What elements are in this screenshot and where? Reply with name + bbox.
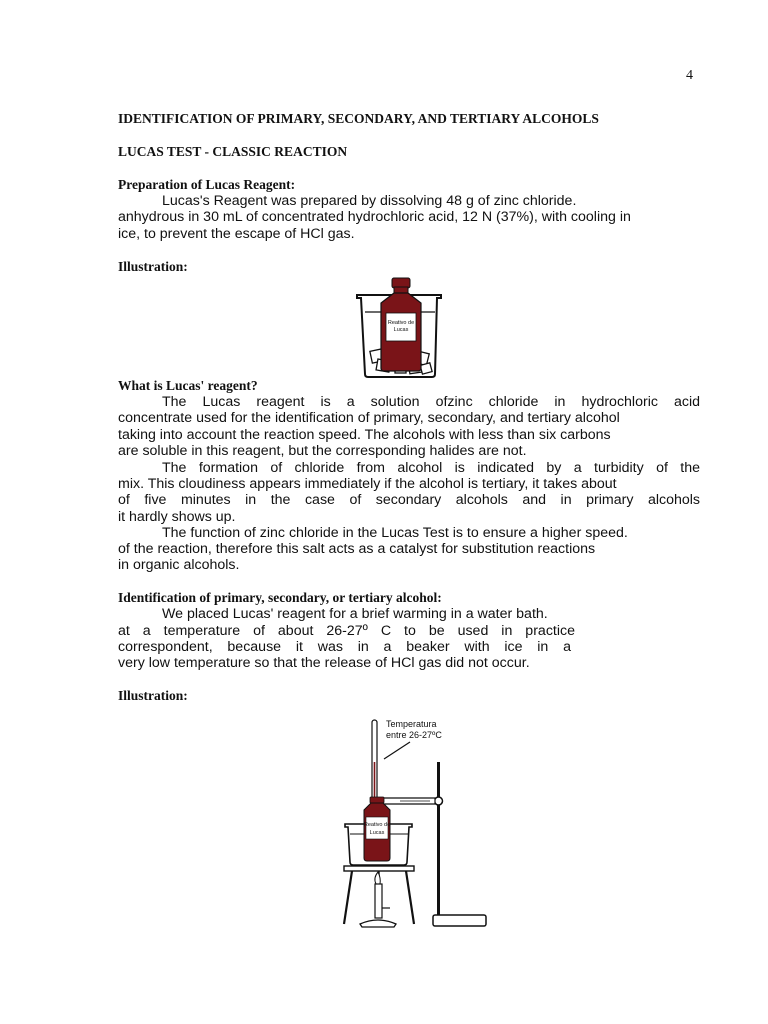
illustration-2-heading: Illustration: xyxy=(118,688,188,703)
temperature-label-line-1: Temperatura xyxy=(386,719,437,729)
what-heading: What is Lucas' reagent? xyxy=(118,378,258,393)
ident-line-3: correspondent, because it was in a beaker with ice in a xyxy=(118,639,571,655)
what-line-1: The Lucas reagent is a solution ofzinc chloride in hydrochloric acid xyxy=(162,394,700,410)
prep-line-2: anhydrous in 30 mL of concentrated hydrochloric acid, 12 N (37%), with cooling in xyxy=(118,209,631,225)
ident-line-1: We placed Lucas' reagent for a brief warming in a water bath. xyxy=(162,606,548,622)
what-line-6: mix. This cloudiness appears immediately if the alcohol is tertiary, it takes about xyxy=(118,476,617,492)
what-line-3: taking into account the reaction speed. The alcohols with less than six carbons xyxy=(118,427,611,443)
bunsen-burner-icon xyxy=(360,872,396,927)
illustration-1-heading: Illustration: xyxy=(118,259,188,274)
what-line-4: are soluble in this reagent, but the corresponding halides are not. xyxy=(118,443,527,459)
ident-line-2: at a temperature of about 26-27º C to be used in practice xyxy=(118,623,575,639)
lucas-reagent-ice-bath-illustration xyxy=(355,276,447,380)
what-line-11: in organic alcohols. xyxy=(118,557,240,573)
ident-heading: Identification of primary, secondary, or tertiary alcohol: xyxy=(118,590,442,605)
page-number: 4 xyxy=(686,68,693,83)
temperature-label-line-2: entre 26-27ºC xyxy=(386,730,442,740)
what-line-5: The formation of chloride from alcohol is indicated by a turbidity of the xyxy=(162,460,700,476)
what-line-2: concentrate used for the identification of primary, secondary, and tertiary alcohol xyxy=(118,410,620,426)
document-title: IDENTIFICATION OF PRIMARY, SECONDARY, AND TERTIARY ALCOHOLS xyxy=(118,111,599,126)
bottle-label-line-2: Lucas xyxy=(369,830,385,836)
bottle-label-line-2: Lucas xyxy=(393,327,409,333)
prep-heading: Preparation of Lucas Reagent: xyxy=(118,177,296,192)
reagent-bottle-icon xyxy=(364,797,390,861)
what-line-10: of the reaction, therefore this salt acts as a catalyst for substitution reactions xyxy=(118,541,596,557)
thermometer-icon xyxy=(372,720,377,806)
reagent-bottle-icon xyxy=(381,278,421,371)
prep-line-1: Lucas's Reagent was prepared by dissolving 48 g of zinc chloride. xyxy=(162,193,577,209)
label-pointer-line xyxy=(384,742,410,759)
ident-line-4: very low temperature so that the release of HCl gas did not occur. xyxy=(118,655,530,671)
water-bath-apparatus-illustration xyxy=(330,712,494,932)
bottle-label-line-1: Reativo de xyxy=(363,822,391,828)
document-subtitle: LUCAS TEST - CLASSIC REACTION xyxy=(118,144,348,159)
bottle-label-line-1: Reativo de xyxy=(387,320,415,326)
prep-line-3: ice, to prevent the escape of HCl gas. xyxy=(118,226,355,242)
what-line-8: it hardly shows up. xyxy=(118,509,236,525)
what-line-7: of five minutes in the case of secondary alcohols and in primary alcohols xyxy=(118,492,700,508)
what-line-9: The function of zinc chloride in the Lucas Test is to ensure a higher speed. xyxy=(162,525,628,541)
